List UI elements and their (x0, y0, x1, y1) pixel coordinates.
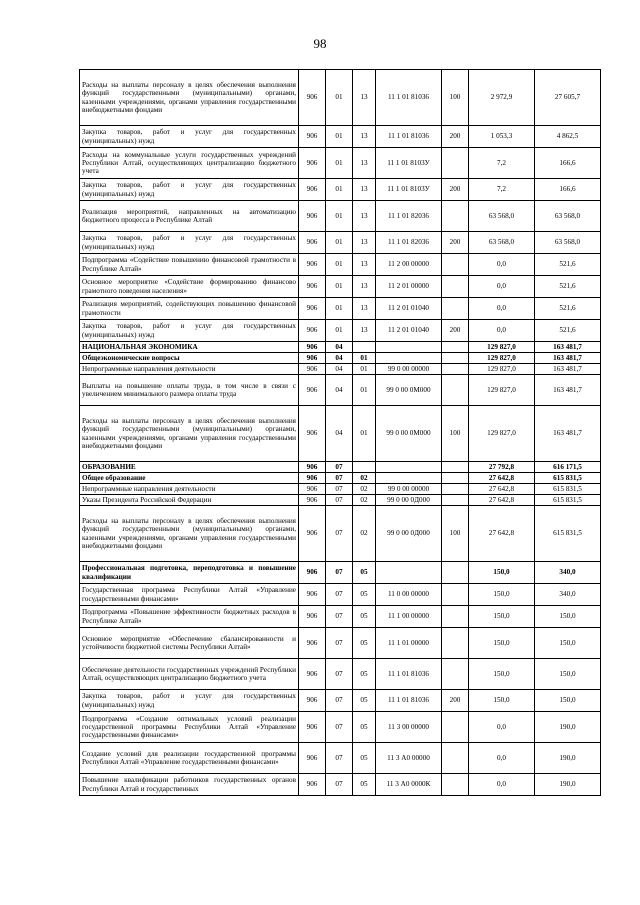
section-code-cell: 07 (326, 712, 353, 743)
sum-first-cell: 27 642,8 (469, 495, 535, 506)
expense-type-cell: 100 (442, 70, 469, 126)
row-name-cell: Основное мероприятие «Содействие формированию финансово грамотного поведения населения» (80, 276, 299, 298)
table-row (80, 320, 601, 342)
target-article-cell (376, 562, 442, 584)
subsection-code-cell: 05 (353, 743, 376, 774)
expense-type-cell (442, 562, 469, 584)
target-article-cell (376, 473, 442, 484)
sum-first-cell: 63 568,0 (469, 232, 535, 254)
row-name-cell: Расходы на коммунальные услуги государственных учреждений Республики Алтай, осуществляющих централизацию бюджетного учета (80, 148, 299, 179)
table-row (80, 254, 601, 276)
subsection-code-cell: 05 (353, 584, 376, 606)
sum-second-cell: 615 831,5 (535, 495, 601, 506)
sum-first-cell: 1 053,3 (469, 126, 535, 148)
table-row (80, 606, 601, 628)
row-name-cell: Реализация мероприятий, направленных на автоматизацию бюджетного процесса в Республике Алтай (80, 201, 299, 232)
sum-second-cell: 190,0 (535, 774, 601, 796)
subsection-code-cell: 02 (353, 473, 376, 484)
sum-second-cell: 150,0 (535, 659, 601, 690)
ved-code-cell: 906 (299, 659, 326, 690)
section-code-cell: 01 (326, 320, 353, 342)
section-code-cell: 01 (326, 70, 353, 126)
sum-second-cell: 150,0 (535, 690, 601, 712)
table-row (80, 179, 601, 201)
table-row (80, 276, 601, 298)
expense-type-cell (442, 298, 469, 320)
subsection-code-cell (353, 342, 376, 353)
section-code-cell: 07 (326, 506, 353, 562)
sum-second-cell: 166,6 (535, 148, 601, 179)
section-code-cell: 01 (326, 232, 353, 254)
sum-second-cell: 163 481,7 (535, 406, 601, 462)
ved-code-cell: 906 (299, 298, 326, 320)
section-code-cell: 07 (326, 562, 353, 584)
ved-code-cell: 906 (299, 232, 326, 254)
subsection-code-cell: 05 (353, 606, 376, 628)
row-name-cell: Закупка товаров, работ и услуг для государственных (муниципальных) нужд (80, 232, 299, 254)
expense-type-cell: 100 (442, 406, 469, 462)
ved-code-cell: 906 (299, 320, 326, 342)
table-row (80, 562, 601, 584)
target-article-cell: 11 3 00 00000 (376, 712, 442, 743)
subsection-code-cell: 05 (353, 628, 376, 659)
sum-second-cell: 521,6 (535, 254, 601, 276)
table-row (80, 126, 601, 148)
ved-code-cell: 906 (299, 126, 326, 148)
target-article-cell: 11 2 00 00000 (376, 254, 442, 276)
sum-first-cell: 129 827,0 (469, 342, 535, 353)
expense-type-cell (442, 364, 469, 375)
ved-code-cell: 906 (299, 506, 326, 562)
ved-code-cell: 906 (299, 584, 326, 606)
expense-type-cell: 200 (442, 320, 469, 342)
section-code-cell: 01 (326, 276, 353, 298)
expense-type-cell (442, 743, 469, 774)
row-name-cell: Государственная программа Республики Алтай «Управление государственными финансами» (80, 584, 299, 606)
expense-type-cell (442, 484, 469, 495)
subsection-code-cell: 13 (353, 232, 376, 254)
expense-type-cell (442, 201, 469, 232)
expense-type-cell (442, 353, 469, 364)
sum-second-cell: 166,6 (535, 179, 601, 201)
target-article-cell: 11 1 01 81036 (376, 70, 442, 126)
subsection-code-cell: 01 (353, 406, 376, 462)
expense-type-cell (442, 473, 469, 484)
sum-first-cell: 150,0 (469, 562, 535, 584)
section-code-cell: 07 (326, 462, 353, 473)
sum-second-cell: 150,0 (535, 628, 601, 659)
sum-first-cell: 0,0 (469, 276, 535, 298)
target-article-cell: 11 1 01 81036 (376, 126, 442, 148)
expense-type-cell (442, 375, 469, 406)
subsection-code-cell: 01 (353, 375, 376, 406)
section-code-cell: 07 (326, 484, 353, 495)
row-name-cell: Закупка товаров, работ и услуг для государственных (муниципальных) нужд (80, 179, 299, 201)
ved-code-cell: 906 (299, 473, 326, 484)
target-article-cell: 11 1 01 81036 (376, 659, 442, 690)
sum-second-cell: 163 481,7 (535, 353, 601, 364)
sum-second-cell: 615 831,5 (535, 484, 601, 495)
expense-type-cell (442, 462, 469, 473)
row-name-cell: Расходы на выплаты персоналу в целях обеспечения выполнения функций государственными (муниципальными) органами, казенными учреждениями, органами управления государственными внебюджетными фондами (80, 70, 299, 126)
row-name-cell: Обеспечение деятельности государственных учреждений Республики Алтай, осуществляющих централизацию бюджетного учета (80, 659, 299, 690)
sum-second-cell: 163 481,7 (535, 342, 601, 353)
table-row (80, 495, 601, 506)
section-code-cell: 04 (326, 342, 353, 353)
target-article-cell: 99 0 00 0М000 (376, 375, 442, 406)
ved-code-cell: 906 (299, 606, 326, 628)
row-name-cell: НАЦИОНАЛЬНАЯ ЭКОНОМИКА (80, 342, 299, 353)
subsection-code-cell: 05 (353, 712, 376, 743)
table-row (80, 70, 601, 126)
section-code-cell: 01 (326, 254, 353, 276)
table-row (80, 628, 601, 659)
ved-code-cell: 906 (299, 462, 326, 473)
row-name-cell: Подпрограмма «Повышение эффективности бюджетных расходов в Республике Алтай» (80, 606, 299, 628)
sum-first-cell: 129 827,0 (469, 406, 535, 462)
row-name-cell: Расходы на выплаты персоналу в целях обеспечения выполнения функций государственными (муниципальными) органами, казенными учреждениями, органами управления государственными внебюджетными фондами (80, 506, 299, 562)
sum-first-cell: 0,0 (469, 743, 535, 774)
table-row (80, 584, 601, 606)
subsection-code-cell: 13 (353, 70, 376, 126)
row-name-cell: Закупка товаров, работ и услуг для государственных (муниципальных) нужд (80, 126, 299, 148)
sum-first-cell: 2 972,9 (469, 70, 535, 126)
sum-first-cell: 27 792,8 (469, 462, 535, 473)
subsection-code-cell: 02 (353, 484, 376, 495)
table-row (80, 774, 601, 796)
row-name-cell: Общеэкономические вопросы (80, 353, 299, 364)
sum-first-cell: 129 827,0 (469, 375, 535, 406)
section-code-cell: 07 (326, 584, 353, 606)
sum-second-cell: 521,6 (535, 320, 601, 342)
subsection-code-cell: 13 (353, 126, 376, 148)
sum-first-cell: 7,2 (469, 179, 535, 201)
section-code-cell: 01 (326, 148, 353, 179)
target-article-cell: 11 2 01 01040 (376, 320, 442, 342)
sum-second-cell: 163 481,7 (535, 364, 601, 375)
target-article-cell: 99 0 00 00000 (376, 484, 442, 495)
expense-type-cell: 200 (442, 690, 469, 712)
target-article-cell: 11 1 01 82036 (376, 232, 442, 254)
sum-second-cell: 150,0 (535, 606, 601, 628)
expense-type-cell (442, 495, 469, 506)
ved-code-cell: 906 (299, 148, 326, 179)
target-article-cell: 11 2 01 00000 (376, 276, 442, 298)
section-code-cell: 04 (326, 375, 353, 406)
sum-second-cell: 63 568,0 (535, 201, 601, 232)
ved-code-cell: 906 (299, 562, 326, 584)
table-row (80, 690, 601, 712)
subsection-code-cell: 13 (353, 148, 376, 179)
row-name-cell: Выплаты на повышение оплаты труда, в том числе в связи с увеличением минимального размера оплаты труда (80, 375, 299, 406)
sum-second-cell: 63 568,0 (535, 232, 601, 254)
budget-table (79, 69, 601, 796)
sum-first-cell: 129 827,0 (469, 353, 535, 364)
table-row (80, 364, 601, 375)
table-row (80, 462, 601, 473)
expense-type-cell (442, 774, 469, 796)
table-row (80, 298, 601, 320)
section-code-cell: 07 (326, 659, 353, 690)
section-code-cell: 01 (326, 126, 353, 148)
section-code-cell: 07 (326, 690, 353, 712)
section-code-cell: 01 (326, 298, 353, 320)
sum-second-cell: 340,0 (535, 562, 601, 584)
table-row (80, 406, 601, 462)
ved-code-cell: 906 (299, 743, 326, 774)
row-name-cell: Повышение квалификации работников государственных органов Республики Алтай и государственных (80, 774, 299, 796)
table-row (80, 232, 601, 254)
table-row (80, 353, 601, 364)
subsection-code-cell: 13 (353, 201, 376, 232)
sum-first-cell: 27 642,8 (469, 484, 535, 495)
subsection-code-cell: 13 (353, 320, 376, 342)
sum-first-cell: 150,0 (469, 584, 535, 606)
expense-type-cell (442, 342, 469, 353)
row-name-cell: Закупка товаров, работ и услуг для государственных (муниципальных) нужд (80, 320, 299, 342)
subsection-code-cell: 05 (353, 659, 376, 690)
section-code-cell: 01 (326, 201, 353, 232)
expense-type-cell: 200 (442, 179, 469, 201)
target-article-cell: 11 1 01 00000 (376, 628, 442, 659)
ved-code-cell: 906 (299, 342, 326, 353)
sum-first-cell: 63 568,0 (469, 201, 535, 232)
sum-second-cell: 4 862,5 (535, 126, 601, 148)
table-row (80, 375, 601, 406)
target-article-cell: 99 0 00 0Д000 (376, 495, 442, 506)
target-article-cell: 11 2 01 01040 (376, 298, 442, 320)
target-article-cell: 11 1 01 82036 (376, 201, 442, 232)
table-row (80, 712, 601, 743)
subsection-code-cell: 05 (353, 774, 376, 796)
ved-code-cell: 906 (299, 484, 326, 495)
sum-second-cell: 340,0 (535, 584, 601, 606)
subsection-code-cell: 05 (353, 562, 376, 584)
sum-second-cell: 27 605,7 (535, 70, 601, 126)
section-code-cell: 04 (326, 406, 353, 462)
target-article-cell: 11 1 01 8103У (376, 148, 442, 179)
sum-first-cell: 7,2 (469, 148, 535, 179)
expense-type-cell: 200 (442, 126, 469, 148)
table-row (80, 743, 601, 774)
expense-type-cell: 200 (442, 232, 469, 254)
sum-first-cell: 0,0 (469, 254, 535, 276)
sum-second-cell: 521,6 (535, 298, 601, 320)
ved-code-cell: 906 (299, 276, 326, 298)
sum-second-cell: 190,0 (535, 712, 601, 743)
row-name-cell: Профессиональная подготовка, переподготовка и повышение квалификации (80, 562, 299, 584)
subsection-code-cell: 13 (353, 179, 376, 201)
target-article-cell: 11 0 00 00000 (376, 584, 442, 606)
expense-type-cell (442, 584, 469, 606)
ved-code-cell: 906 (299, 690, 326, 712)
sum-first-cell: 0,0 (469, 298, 535, 320)
sum-second-cell: 616 171,5 (535, 462, 601, 473)
target-article-cell (376, 353, 442, 364)
subsection-code-cell: 01 (353, 364, 376, 375)
ved-code-cell: 906 (299, 201, 326, 232)
expense-type-cell (442, 628, 469, 659)
row-name-cell: Создание условий для реализации государственной программы Республики Алтай «Управление государственными финансами» (80, 743, 299, 774)
sum-first-cell: 27 642,8 (469, 473, 535, 484)
row-name-cell: Основное мероприятие «Обеспечение сбалансированности и устойчивости бюджетной системы Республики Алтай» (80, 628, 299, 659)
ved-code-cell: 906 (299, 406, 326, 462)
expense-type-cell (442, 276, 469, 298)
section-code-cell: 07 (326, 628, 353, 659)
target-article-cell: 99 0 00 0М000 (376, 406, 442, 462)
target-article-cell: 11 1 01 8103У (376, 179, 442, 201)
target-article-cell: 99 0 00 00000 (376, 364, 442, 375)
section-code-cell: 04 (326, 364, 353, 375)
row-name-cell: Реализация мероприятий, содействующих повышению финансовой грамотности (80, 298, 299, 320)
row-name-cell: Закупка товаров, работ и услуг для государственных (муниципальных) нужд (80, 690, 299, 712)
row-name-cell: Подпрограмма «Содействие повышению финансовой грамотности в Республике Алтай» (80, 254, 299, 276)
sum-first-cell: 129 827,0 (469, 364, 535, 375)
table-row (80, 342, 601, 353)
sum-second-cell: 163 481,7 (535, 375, 601, 406)
expense-type-cell (442, 659, 469, 690)
row-name-cell: Общее образование (80, 473, 299, 484)
ved-code-cell: 906 (299, 375, 326, 406)
sum-second-cell: 615 831,5 (535, 506, 601, 562)
subsection-code-cell: 13 (353, 254, 376, 276)
sum-first-cell: 150,0 (469, 659, 535, 690)
ved-code-cell: 906 (299, 495, 326, 506)
subsection-code-cell: 13 (353, 298, 376, 320)
page-number: 98 (313, 36, 327, 51)
expense-type-cell (442, 148, 469, 179)
sum-first-cell: 150,0 (469, 606, 535, 628)
subsection-code-cell (353, 462, 376, 473)
expense-type-cell (442, 712, 469, 743)
ved-code-cell: 906 (299, 179, 326, 201)
ved-code-cell: 906 (299, 712, 326, 743)
ved-code-cell: 906 (299, 628, 326, 659)
table-row (80, 201, 601, 232)
sum-second-cell: 521,6 (535, 276, 601, 298)
row-name-cell: Расходы на выплаты персоналу в целях обеспечения выполнения функций государственными (муниципальными) органами, казенными учреждениями, органами управления государственными внебюджетными фондами (80, 406, 299, 462)
section-code-cell: 07 (326, 473, 353, 484)
target-article-cell: 11 1 00 00000 (376, 606, 442, 628)
ved-code-cell: 906 (299, 353, 326, 364)
target-article-cell (376, 462, 442, 473)
subsection-code-cell: 01 (353, 353, 376, 364)
target-article-cell: 99 0 00 0Д000 (376, 506, 442, 562)
sum-first-cell: 0,0 (469, 774, 535, 796)
target-article-cell: 11 3 А0 0000К (376, 774, 442, 796)
expense-type-cell (442, 606, 469, 628)
section-code-cell: 01 (326, 179, 353, 201)
row-name-cell: Указы Президента Российской Федерации (80, 495, 299, 506)
row-name-cell: Непрограммные направления деятельности (80, 364, 299, 375)
subsection-code-cell: 02 (353, 495, 376, 506)
section-code-cell: 07 (326, 495, 353, 506)
section-code-cell: 07 (326, 774, 353, 796)
subsection-code-cell: 13 (353, 276, 376, 298)
expense-type-cell (442, 254, 469, 276)
table-row (80, 484, 601, 495)
sum-first-cell: 0,0 (469, 320, 535, 342)
ved-code-cell: 906 (299, 70, 326, 126)
table-row (80, 506, 601, 562)
ved-code-cell: 906 (299, 364, 326, 375)
row-name-cell: ОБРАЗОВАНИЕ (80, 462, 299, 473)
section-code-cell: 07 (326, 606, 353, 628)
row-name-cell: Непрограммные направления деятельности (80, 484, 299, 495)
subsection-code-cell: 05 (353, 690, 376, 712)
subsection-code-cell: 02 (353, 506, 376, 562)
table-row (80, 659, 601, 690)
table-row (80, 148, 601, 179)
ved-code-cell: 906 (299, 774, 326, 796)
table-body (80, 70, 601, 796)
sum-first-cell: 27 642,8 (469, 506, 535, 562)
sum-first-cell: 150,0 (469, 628, 535, 659)
sum-second-cell: 190,0 (535, 743, 601, 774)
target-article-cell: 11 1 01 81036 (376, 690, 442, 712)
sum-second-cell: 615 831,5 (535, 473, 601, 484)
target-article-cell (376, 342, 442, 353)
expense-type-cell: 100 (442, 506, 469, 562)
table-row (80, 473, 601, 484)
section-code-cell: 04 (326, 353, 353, 364)
section-code-cell: 07 (326, 743, 353, 774)
target-article-cell: 11 3 А0 00000 (376, 743, 442, 774)
sum-first-cell: 150,0 (469, 690, 535, 712)
ved-code-cell: 906 (299, 254, 326, 276)
sum-first-cell: 0,0 (469, 712, 535, 743)
row-name-cell: Подпрограмма «Создание оптимальных условий реализации государственной программы Республики Алтай «Управление государственными финансами» (80, 712, 299, 743)
